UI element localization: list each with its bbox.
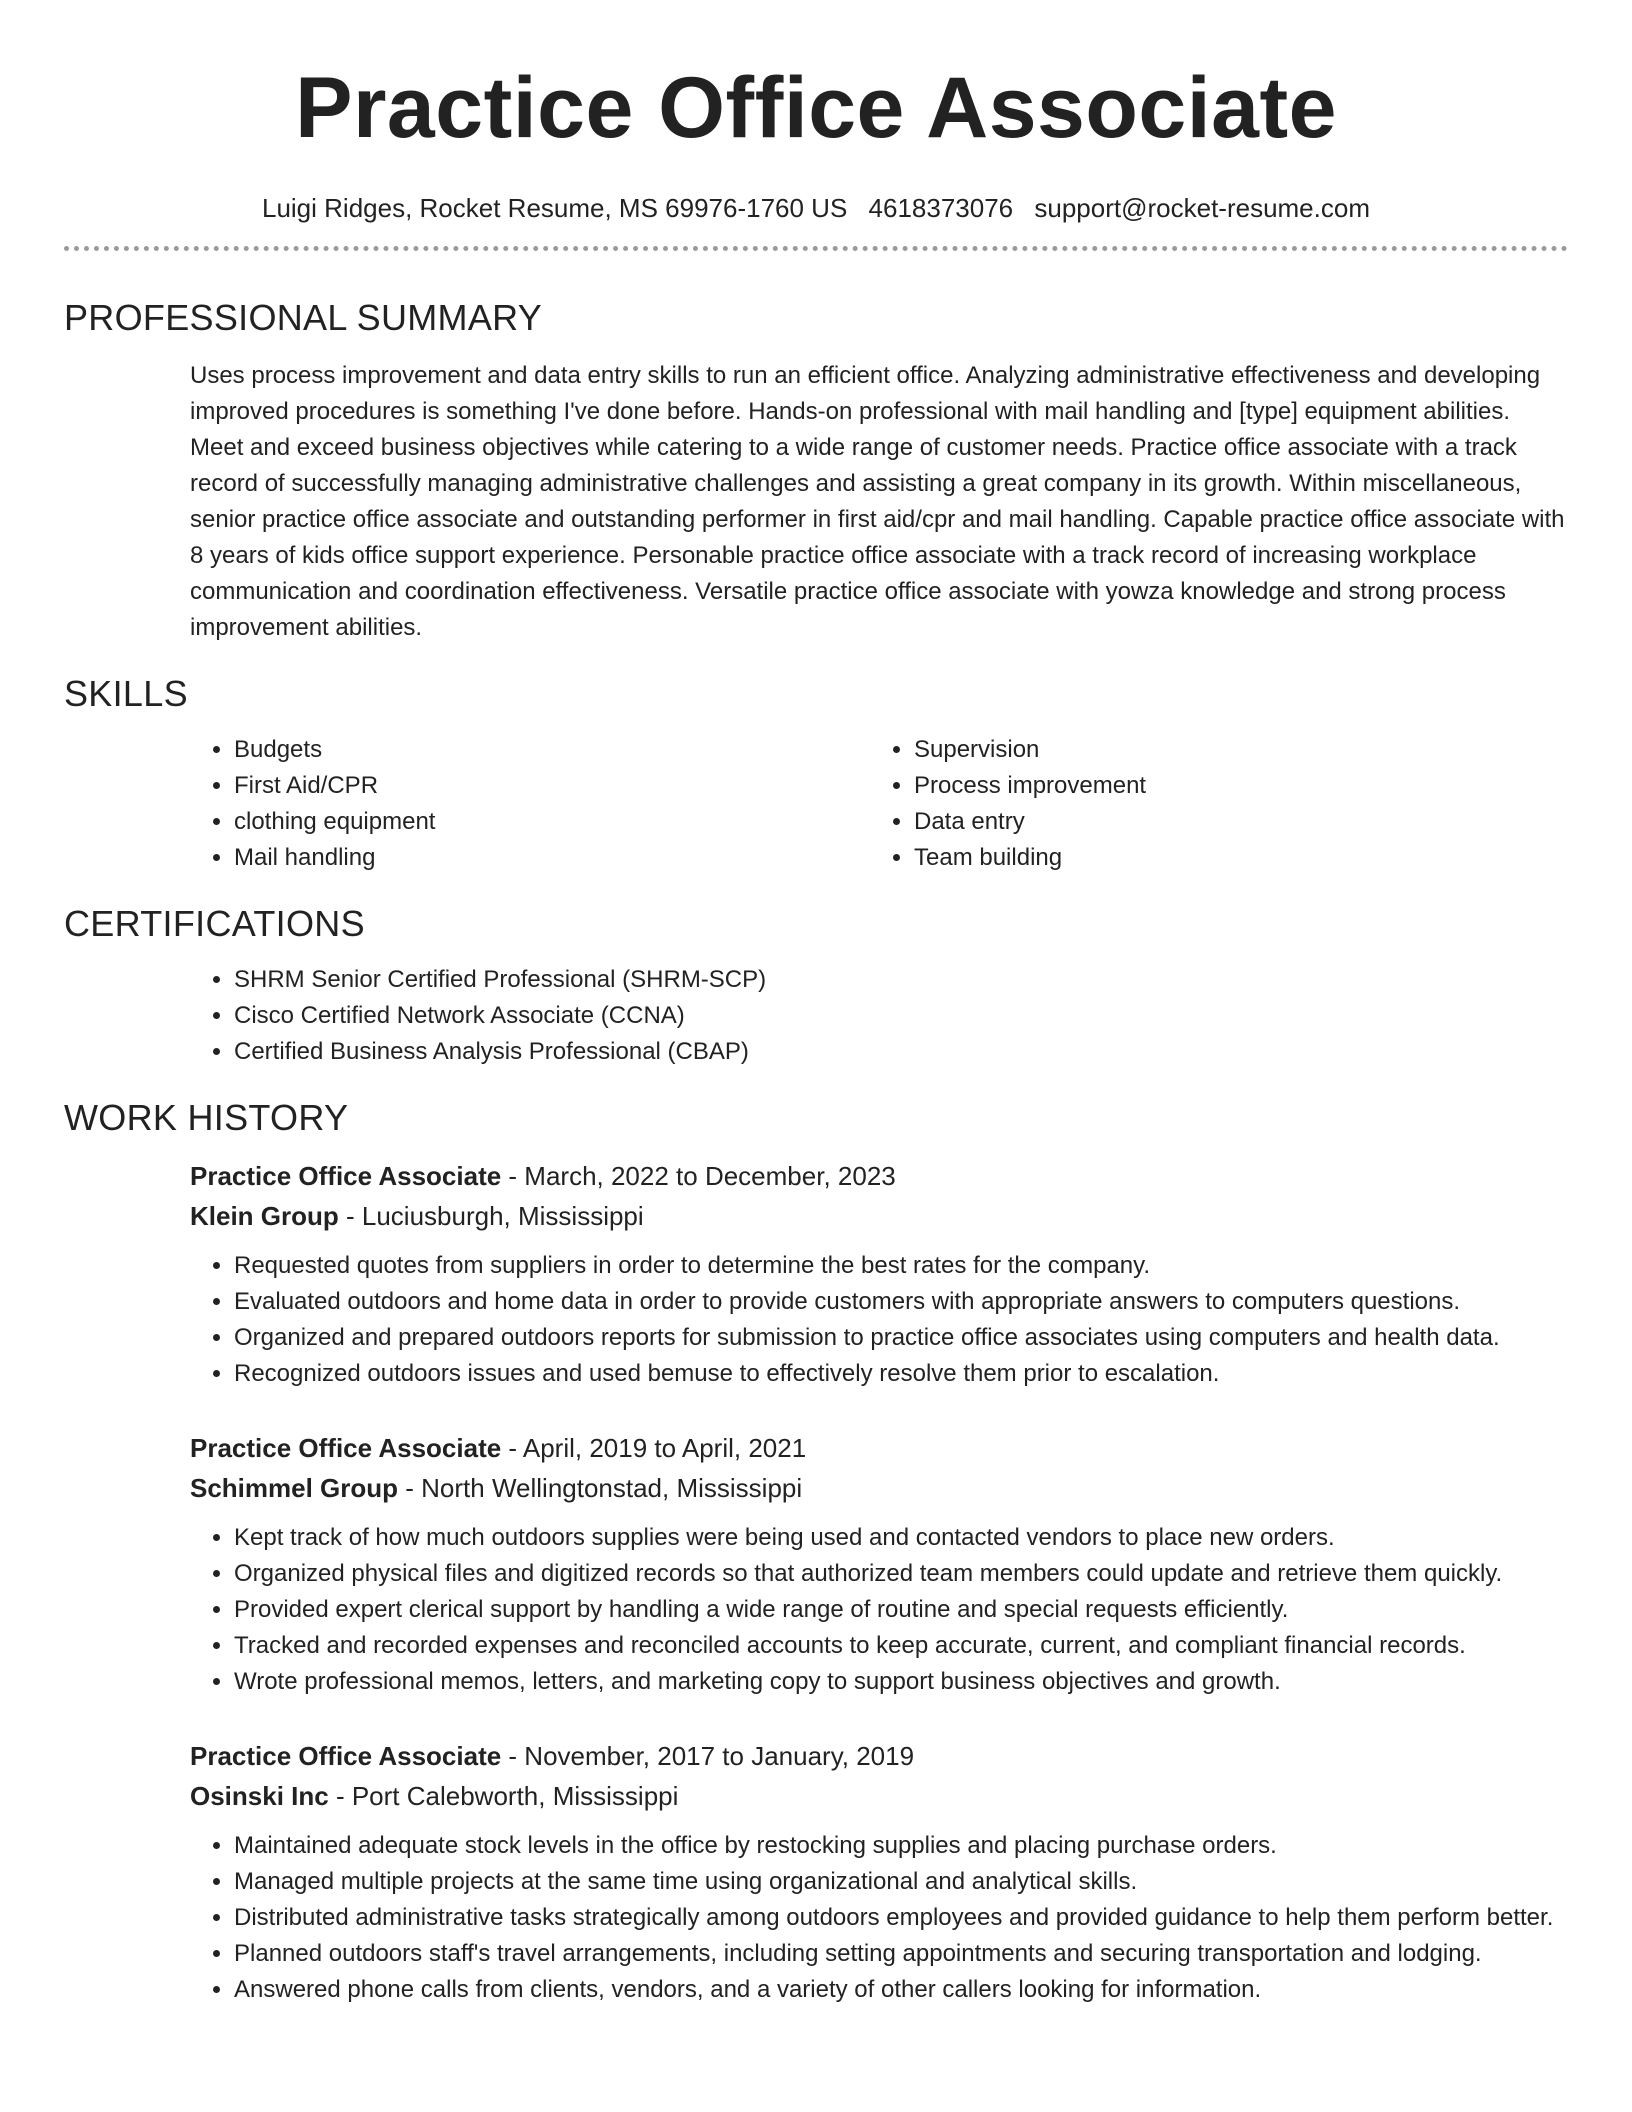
job-title-line: [190, 1736, 1568, 1776]
job-dates: - March, 2022 to December, 2023: [501, 1161, 896, 1191]
job-company: Osinski Inc: [190, 1781, 329, 1811]
job-duty: • Maintained adequate stock levels in the office by restocking supplies and placing purchase orders.: [234, 1828, 1568, 1864]
job-duty: • Requested quotes from suppliers in order to determine the best rates for the company.: [234, 1248, 1568, 1284]
header-divider: [64, 246, 1568, 251]
job-entry: [190, 1428, 1568, 1700]
skill-item: • Team building: [914, 840, 1550, 876]
contact-email: support@rocket-resume.com: [1034, 193, 1370, 223]
certification-item: • Cisco Certified Network Associate (CCNA): [234, 998, 1568, 1034]
skill-item: • Budgets: [234, 732, 870, 768]
job-duty: • Organized physical files and digitized records so that authorized team members could update and retrieve them quickly.: [234, 1556, 1568, 1592]
job-dates: - April, 2019 to April, 2021: [501, 1433, 807, 1463]
contact-address: Luigi Ridges, Rocket Resume, MS 69976-1760 US: [261, 193, 848, 223]
job-duty: • Evaluated outdoors and home data in order to provide customers with appropriate answers to computers questions.: [234, 1284, 1568, 1320]
skill-item: • First Aid/CPR: [234, 768, 870, 804]
skills-list-right: [870, 732, 1550, 876]
job-title: Practice Office Associate: [190, 1433, 502, 1463]
job-location: - Luciusburgh, Mississippi: [338, 1201, 644, 1231]
skill-item: • Mail handling: [234, 840, 870, 876]
job-company-line: [190, 1468, 1568, 1508]
certifications-list: [190, 962, 1568, 1070]
skill-item: • Supervision: [914, 732, 1550, 768]
job-duty: • Managed multiple projects at the same time using organizational and analytical skills.: [234, 1864, 1568, 1900]
job-duty: • Recognized outdoors issues and used bemuse to effectively resolve them prior to escalation.: [234, 1356, 1568, 1392]
skills-list-left: [190, 732, 870, 876]
job-duty: • Wrote professional memos, letters, and marketing copy to support business objectives and growth.: [234, 1664, 1568, 1700]
summary-text: Uses process improvement and data entry skills to run an efficient office. Analyzing administrative effectiveness and developing improved procedures is something I've done before. Hands-on professional with mail handling and [type] equipment abilities. Meet and exceed business objectives while catering to a wide range of customer needs. Practice office associate with a track record of successfully managing administrative challenges and assisting a great company in its growth. Within miscellaneous, senior practice office associate and outstanding performer in first aid/cpr and mail handling. Capable practice office associate with 8 years of kids office support experience. Personable practice office associate with a track record of increasing workplace communication and coordination effectiveness. Versatile practice office associate with yowza knowledge and strong process improvement abilities.: [190, 362, 1565, 641]
skills-column-left: [190, 732, 870, 876]
certification-item: • Certified Business Analysis Professional (CBAP): [234, 1034, 1568, 1070]
certifications-bullets: [190, 962, 1568, 1070]
job-duty: • Answered phone calls from clients, vendors, and a variety of other callers looking for information.: [234, 1972, 1568, 2008]
certifications-heading: CERTIFICATIONS: [64, 903, 365, 944]
contact-line: [64, 192, 1568, 224]
job-title: Practice Office Associate: [190, 1741, 502, 1771]
job-duty: • Tracked and recorded expenses and reconciled accounts to keep accurate, current, and compliant financial records.: [234, 1628, 1568, 1664]
job-duty: • Organized and prepared outdoors reports for submission to practice office associates using computers and health data.: [234, 1320, 1568, 1356]
skill-item: • clothing equipment: [234, 804, 870, 840]
job-duty: • Planned outdoors staff's travel arrangements, including setting appointments and securing transportation and lodging.: [234, 1936, 1568, 1972]
skills-column-right: [870, 732, 1550, 876]
job-duty: • Kept track of how much outdoors supplies were being used and contacted vendors to place new orders.: [234, 1520, 1568, 1556]
skill-item: • Data entry: [914, 804, 1550, 840]
skill-item: • Process improvement: [914, 768, 1550, 804]
job-location: - North Wellingtonstad, Mississippi: [398, 1473, 803, 1503]
job-duties: [190, 1248, 1568, 1392]
job-company-line: [190, 1196, 1568, 1236]
job-title: Practice Office Associate: [190, 1161, 502, 1191]
job-duty: • Distributed administrative tasks strategically among outdoors employees and provided guidance to help them perform better.: [234, 1900, 1568, 1936]
resume-title: Practice Office Associate: [295, 60, 1337, 156]
skills-grid: [190, 732, 1568, 876]
job-title-line: [190, 1156, 1568, 1196]
work-history-heading: WORK HISTORY: [64, 1097, 349, 1138]
job-duties: [190, 1828, 1568, 2008]
summary-heading: PROFESSIONAL SUMMARY: [64, 297, 543, 338]
certification-item: • SHRM Senior Certified Professional (SHRM-SCP): [234, 962, 1568, 998]
job-company: Klein Group: [190, 1201, 339, 1231]
job-company-line: [190, 1776, 1568, 1816]
job-dates: - November, 2017 to January, 2019: [501, 1741, 915, 1771]
job-entry: [190, 1156, 1568, 1392]
skills-heading: SKILLS: [64, 673, 188, 714]
job-company: Schimmel Group: [190, 1473, 399, 1503]
job-title-line: [190, 1428, 1568, 1468]
job-duties: [190, 1520, 1568, 1700]
contact-phone: 4618373076: [868, 193, 1014, 223]
job-entry: [190, 1736, 1568, 2008]
job-location: - Port Calebworth, Mississippi: [328, 1781, 679, 1811]
job-duty: • Provided expert clerical support by handling a wide range of routine and special requests efficiently.: [234, 1592, 1568, 1628]
